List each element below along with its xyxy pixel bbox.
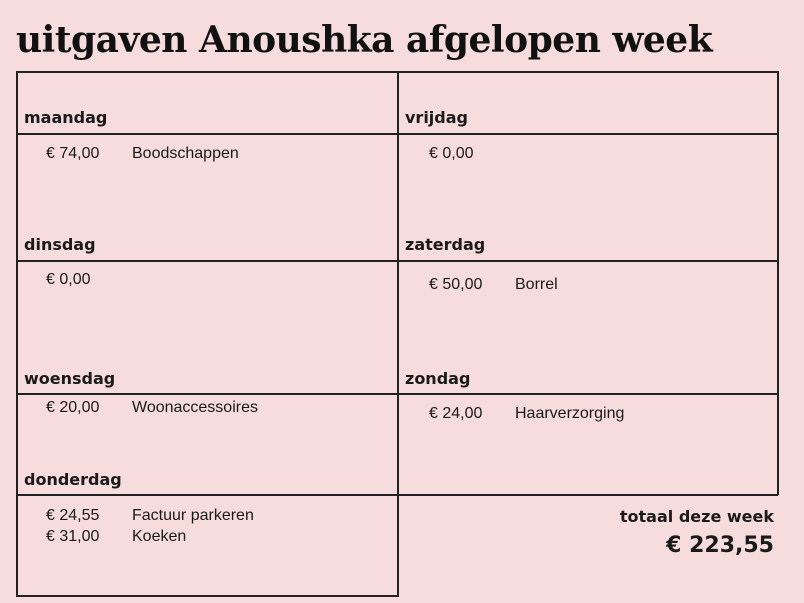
entry-amount: € 24,55 — [46, 507, 100, 524]
entry-donderdag-2 — [46, 527, 186, 547]
divider-woensdag — [16, 393, 778, 395]
total-label: totaal deze week — [619, 507, 774, 526]
entry-amount: € 20,00 — [46, 399, 100, 416]
day-label-woensdag: woensdag — [24, 369, 116, 388]
entry-description: Haarverzorging — [515, 405, 625, 422]
day-label-zondag: zondag — [405, 369, 471, 388]
entry-description: Factuur parkeren — [132, 507, 254, 524]
entry-description: Woonaccessoires — [132, 399, 258, 416]
entry-amount: € 0,00 — [46, 271, 91, 288]
day-label-dinsdag: dinsdag — [24, 235, 96, 254]
entry-zaterdag-1 — [429, 275, 558, 295]
day-label-maandag: maandag — [24, 108, 108, 127]
entry-amount: € 31,00 — [46, 528, 100, 545]
entry-description: Borrel — [515, 276, 558, 293]
day-label-vrijdag: vrijdag — [405, 108, 468, 127]
entry-vrijdag-1 — [429, 144, 515, 164]
grid-border-left — [16, 71, 18, 596]
day-label-donderdag: donderdag — [24, 470, 122, 489]
entry-amount: € 50,00 — [429, 276, 483, 293]
entry-amount: € 24,00 — [429, 405, 483, 422]
divider-donderdag — [16, 494, 778, 496]
entry-zondag-1 — [429, 404, 624, 424]
entry-amount: € 0,00 — [429, 145, 474, 162]
entry-description: Koeken — [132, 528, 187, 545]
entry-amount: € 74,00 — [46, 145, 100, 162]
divider-dinsdag — [16, 260, 778, 262]
entry-woensdag-1 — [46, 398, 258, 418]
grid-border-right — [777, 71, 779, 495]
grid-divider-center — [397, 71, 399, 596]
entry-maandag-1 — [46, 144, 239, 164]
page-title: uitgaven Anoushka afgelopen week — [16, 19, 713, 61]
entry-donderdag-1 — [46, 506, 254, 526]
total-value: € 223,55 — [666, 533, 774, 558]
entry-description: Boodschappen — [132, 145, 239, 162]
day-label-zaterdag: zaterdag — [405, 235, 486, 254]
grid-border-bottom-left — [16, 595, 399, 597]
divider-maandag — [16, 133, 778, 135]
entry-dinsdag-1 — [46, 270, 132, 290]
